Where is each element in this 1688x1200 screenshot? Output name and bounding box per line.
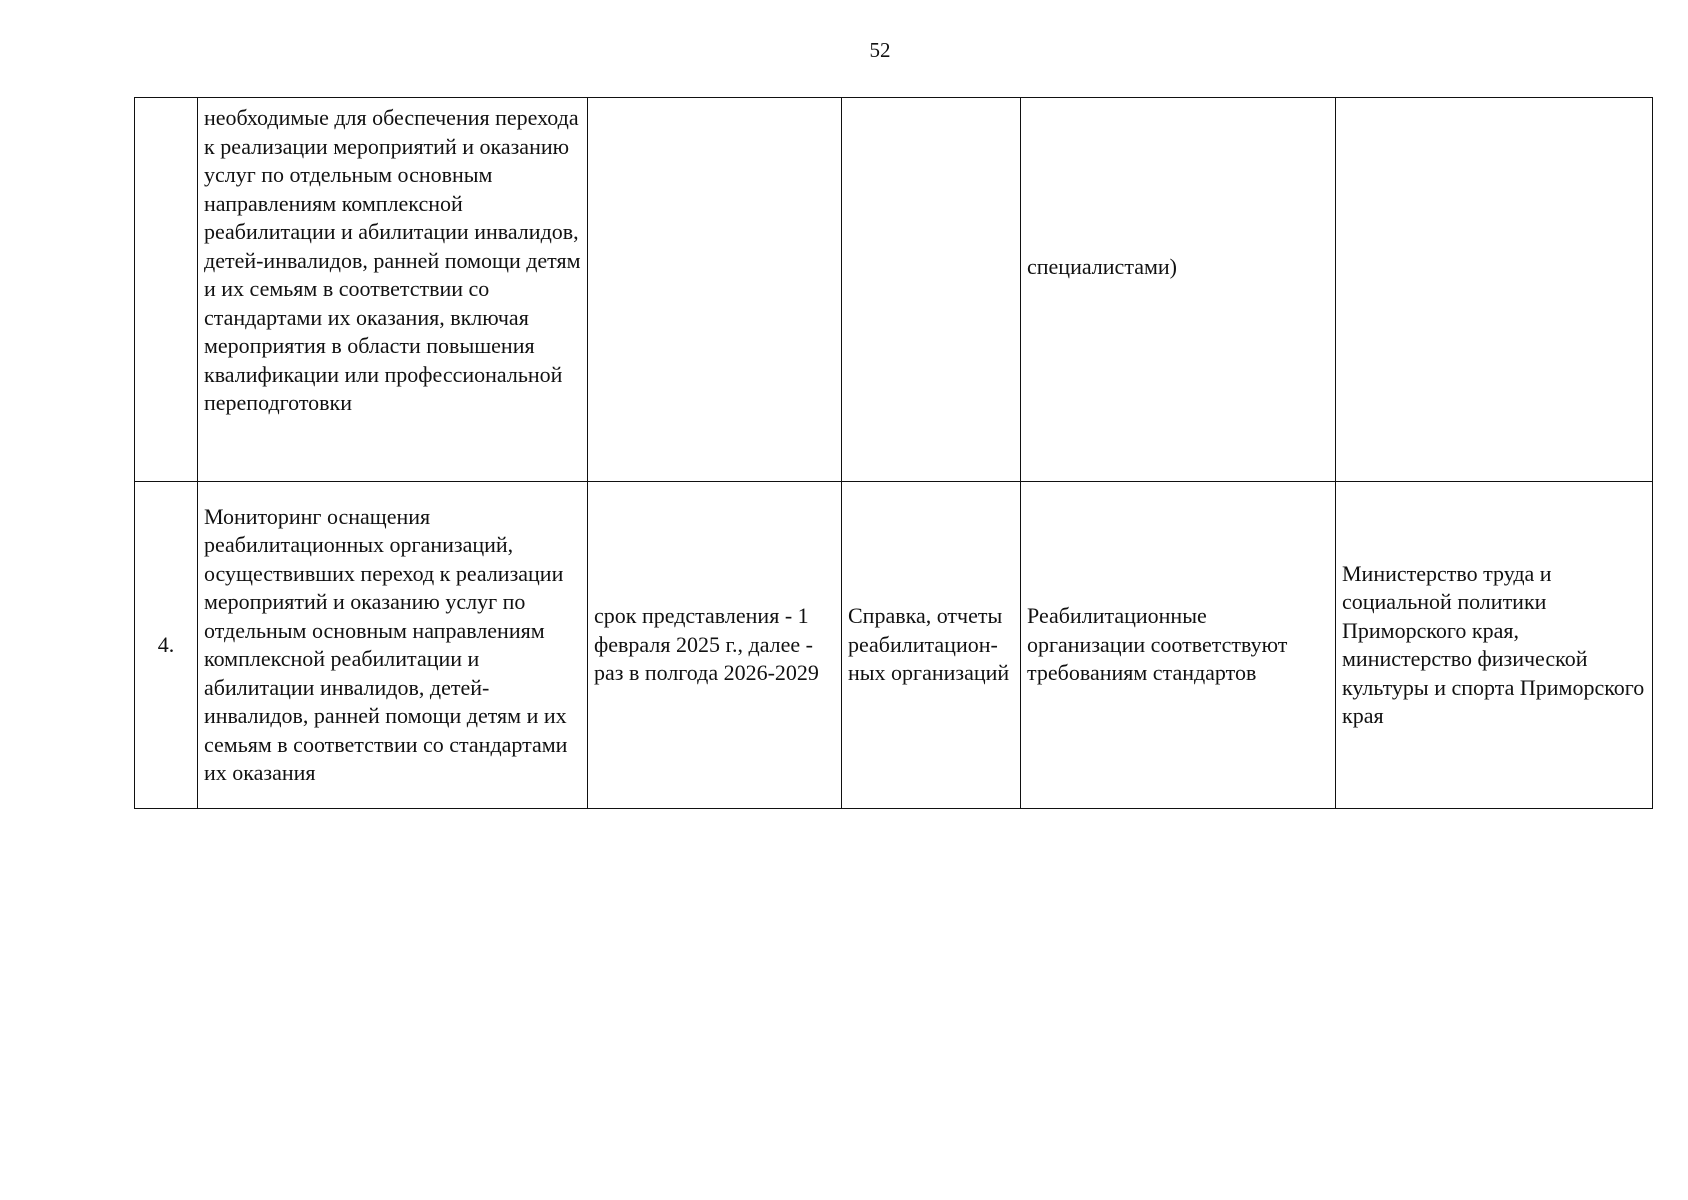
row-number-cell bbox=[135, 98, 198, 482]
result-cell: специалистами) bbox=[1021, 98, 1336, 482]
page-number: 52 bbox=[869, 38, 891, 62]
deadline-cell bbox=[588, 98, 842, 482]
responsible-cell bbox=[1336, 98, 1653, 482]
table-row bbox=[135, 98, 1653, 482]
document-cell: Справка, отчеты реабилитацион-ных организаций bbox=[842, 482, 1021, 809]
table-row bbox=[135, 482, 1653, 809]
measures-table bbox=[134, 97, 1653, 809]
document-cell bbox=[842, 98, 1021, 482]
result-cell: Реабилитационные организации соответствуют требованиям стандартов bbox=[1021, 482, 1336, 809]
description-cell: Мониторинг оснащения реабилитационных организаций, осуществивших переход к реализации мероприятий и оказанию услуг по отдельным основным направлениям комплексной реабилитации и абилитации инвалидов, детей-инвалидов, ранней помощи детям и их семьям в соответствии со стандартами их оказания bbox=[198, 482, 588, 809]
description-cell: необходимые для обеспечения перехода к реализации мероприятий и оказанию услуг по отдельным основным направлениям комплексной реабилитации и абилитации инвалидов, детей-инвалидов, ранней помощи детям и их семьям в соответствии со стандартами их оказания, включая мероприятия в области повышения квалификации или профессиональной переподготовки bbox=[198, 98, 588, 482]
responsible-cell: Министерство труда и социальной политики Приморского края, министерство физической культуры и спорта Приморского края bbox=[1336, 482, 1653, 809]
deadline-cell: срок представления - 1 февраля 2025 г., далее - раз в полгода 2026-2029 bbox=[588, 482, 842, 809]
row-number-cell: 4. bbox=[135, 482, 198, 809]
